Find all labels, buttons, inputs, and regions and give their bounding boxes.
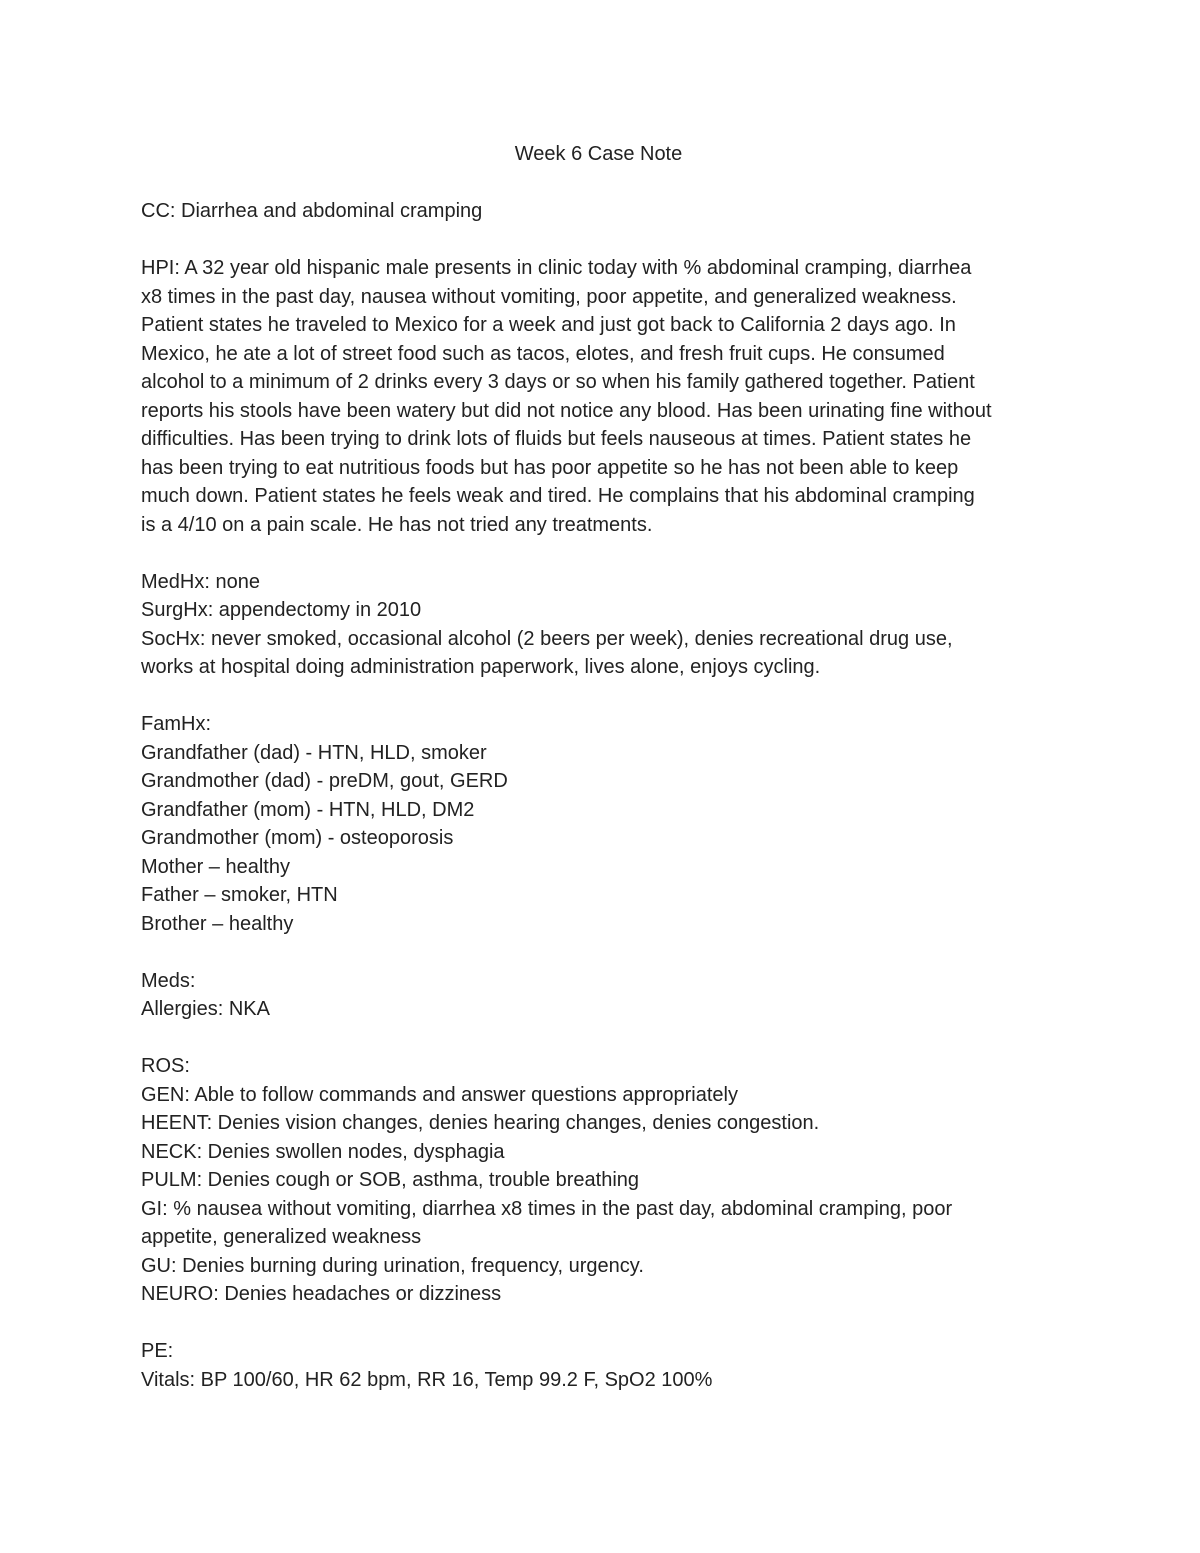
- ros-item: GEN: Able to follow commands and answer questions appropriately: [141, 1083, 738, 1106]
- hpi-line: is a 4/10 on a pain scale. He has not tried any treatments.: [141, 513, 653, 536]
- hpi-section: [141, 254, 1066, 539]
- ros-item: appetite, generalized weakness: [141, 1226, 422, 1248]
- spacer: [141, 938, 1066, 967]
- family-history-item: Grandmother (mom) - osteoporosis: [141, 827, 454, 849]
- hpi-line: has been trying to eat nutritious foods but has poor appetite so he has not been able to keep: [141, 456, 959, 479]
- ros-item: NEURO: Denies headaches or dizziness: [141, 1283, 502, 1305]
- hpi-line: reports his stools have been watery but did not notice any blood. Has been urinating fine without: [141, 399, 992, 422]
- social-history-line: SocHx: never smoked, occasional alcohol (2 beers per week), denies recreational drug use,: [141, 627, 953, 650]
- medical-history: MedHx: none: [141, 570, 260, 593]
- case-note-body: [141, 140, 1066, 1394]
- spacer: [141, 226, 1066, 255]
- meds-heading: Meds:: [141, 969, 196, 992]
- ros-item: PULM: Denies cough or SOB, asthma, trouble breathing: [141, 1169, 640, 1191]
- surgical-history: SurgHx: appendectomy in 2010: [141, 599, 422, 621]
- spacer: [141, 539, 1066, 568]
- family-history-item: Brother – healthy: [141, 912, 294, 935]
- social-history-line: works at hospital doing administration paperwork, lives alone, enjoys cycling.: [141, 656, 821, 678]
- hpi-line: x8 times in the past day, nausea without vomiting, poor appetite, and generalized weakness.: [141, 285, 957, 308]
- pe-section: [141, 1337, 1066, 1394]
- ros-item: HEENT: Denies vision changes, denies hearing changes, denies congestion.: [141, 1112, 820, 1134]
- spacer: [141, 1309, 1066, 1338]
- family-history-item: Grandfather (dad) - HTN, HLD, smoker: [141, 741, 487, 764]
- spacer: [141, 1024, 1066, 1053]
- hpi-line: much down. Patient states he feels weak and tired. He complains that his abdominal cramping: [141, 485, 975, 507]
- family-history-item: Mother – healthy: [141, 855, 290, 878]
- chief-complaint: CC: Diarrhea and abdominal cramping: [141, 200, 483, 222]
- meds-section: [141, 967, 1066, 1024]
- hpi-line: Patient states he traveled to Mexico for a week and just got back to California 2 days ago. In: [141, 314, 956, 336]
- family-history-item: Grandmother (dad) - preDM, gout, GERD: [141, 770, 508, 792]
- ros-heading: ROS:: [141, 1055, 190, 1077]
- hpi-line: alcohol to a minimum of 2 drinks every 3 days or so when his family gathered together. Patient: [141, 371, 975, 393]
- family-history-section: [141, 710, 1066, 938]
- document-title: Week 6 Case Note: [514, 143, 683, 165]
- vitals: Vitals: BP 100/60, HR 62 bpm, RR 16, Temp 99.2 F, SpO2 100%: [141, 1368, 713, 1391]
- hpi-line: difficulties. Has been trying to drink lots of fluids but feels nauseous at times. Patient states he: [141, 428, 972, 450]
- family-history-heading: FamHx:: [141, 713, 211, 735]
- family-history-item: Father – smoker, HTN: [141, 884, 338, 906]
- allergies: Allergies: NKA: [141, 998, 270, 1020]
- ros-item: GU: Denies burning during urination, frequency, urgency.: [141, 1254, 644, 1277]
- ros-item: GI: % nausea without vomiting, diarrhea x8 times in the past day, abdominal cramping, poor: [141, 1197, 953, 1220]
- spacer: [141, 169, 1066, 198]
- hpi-line: HPI: A 32 year old hispanic male presents in clinic today with % abdominal cramping, diarrhea: [141, 257, 972, 279]
- ros-item: NECK: Denies swollen nodes, dysphagia: [141, 1140, 505, 1163]
- pe-heading: PE:: [141, 1340, 174, 1362]
- hpi-line: Mexico, he ate a lot of street food such as tacos, elotes, and fresh fruit cups. He consumed: [141, 342, 945, 365]
- spacer: [141, 682, 1066, 711]
- ros-section: [141, 1052, 1066, 1309]
- family-history-item: Grandfather (mom) - HTN, HLD, DM2: [141, 798, 475, 821]
- history-section: [141, 568, 1066, 682]
